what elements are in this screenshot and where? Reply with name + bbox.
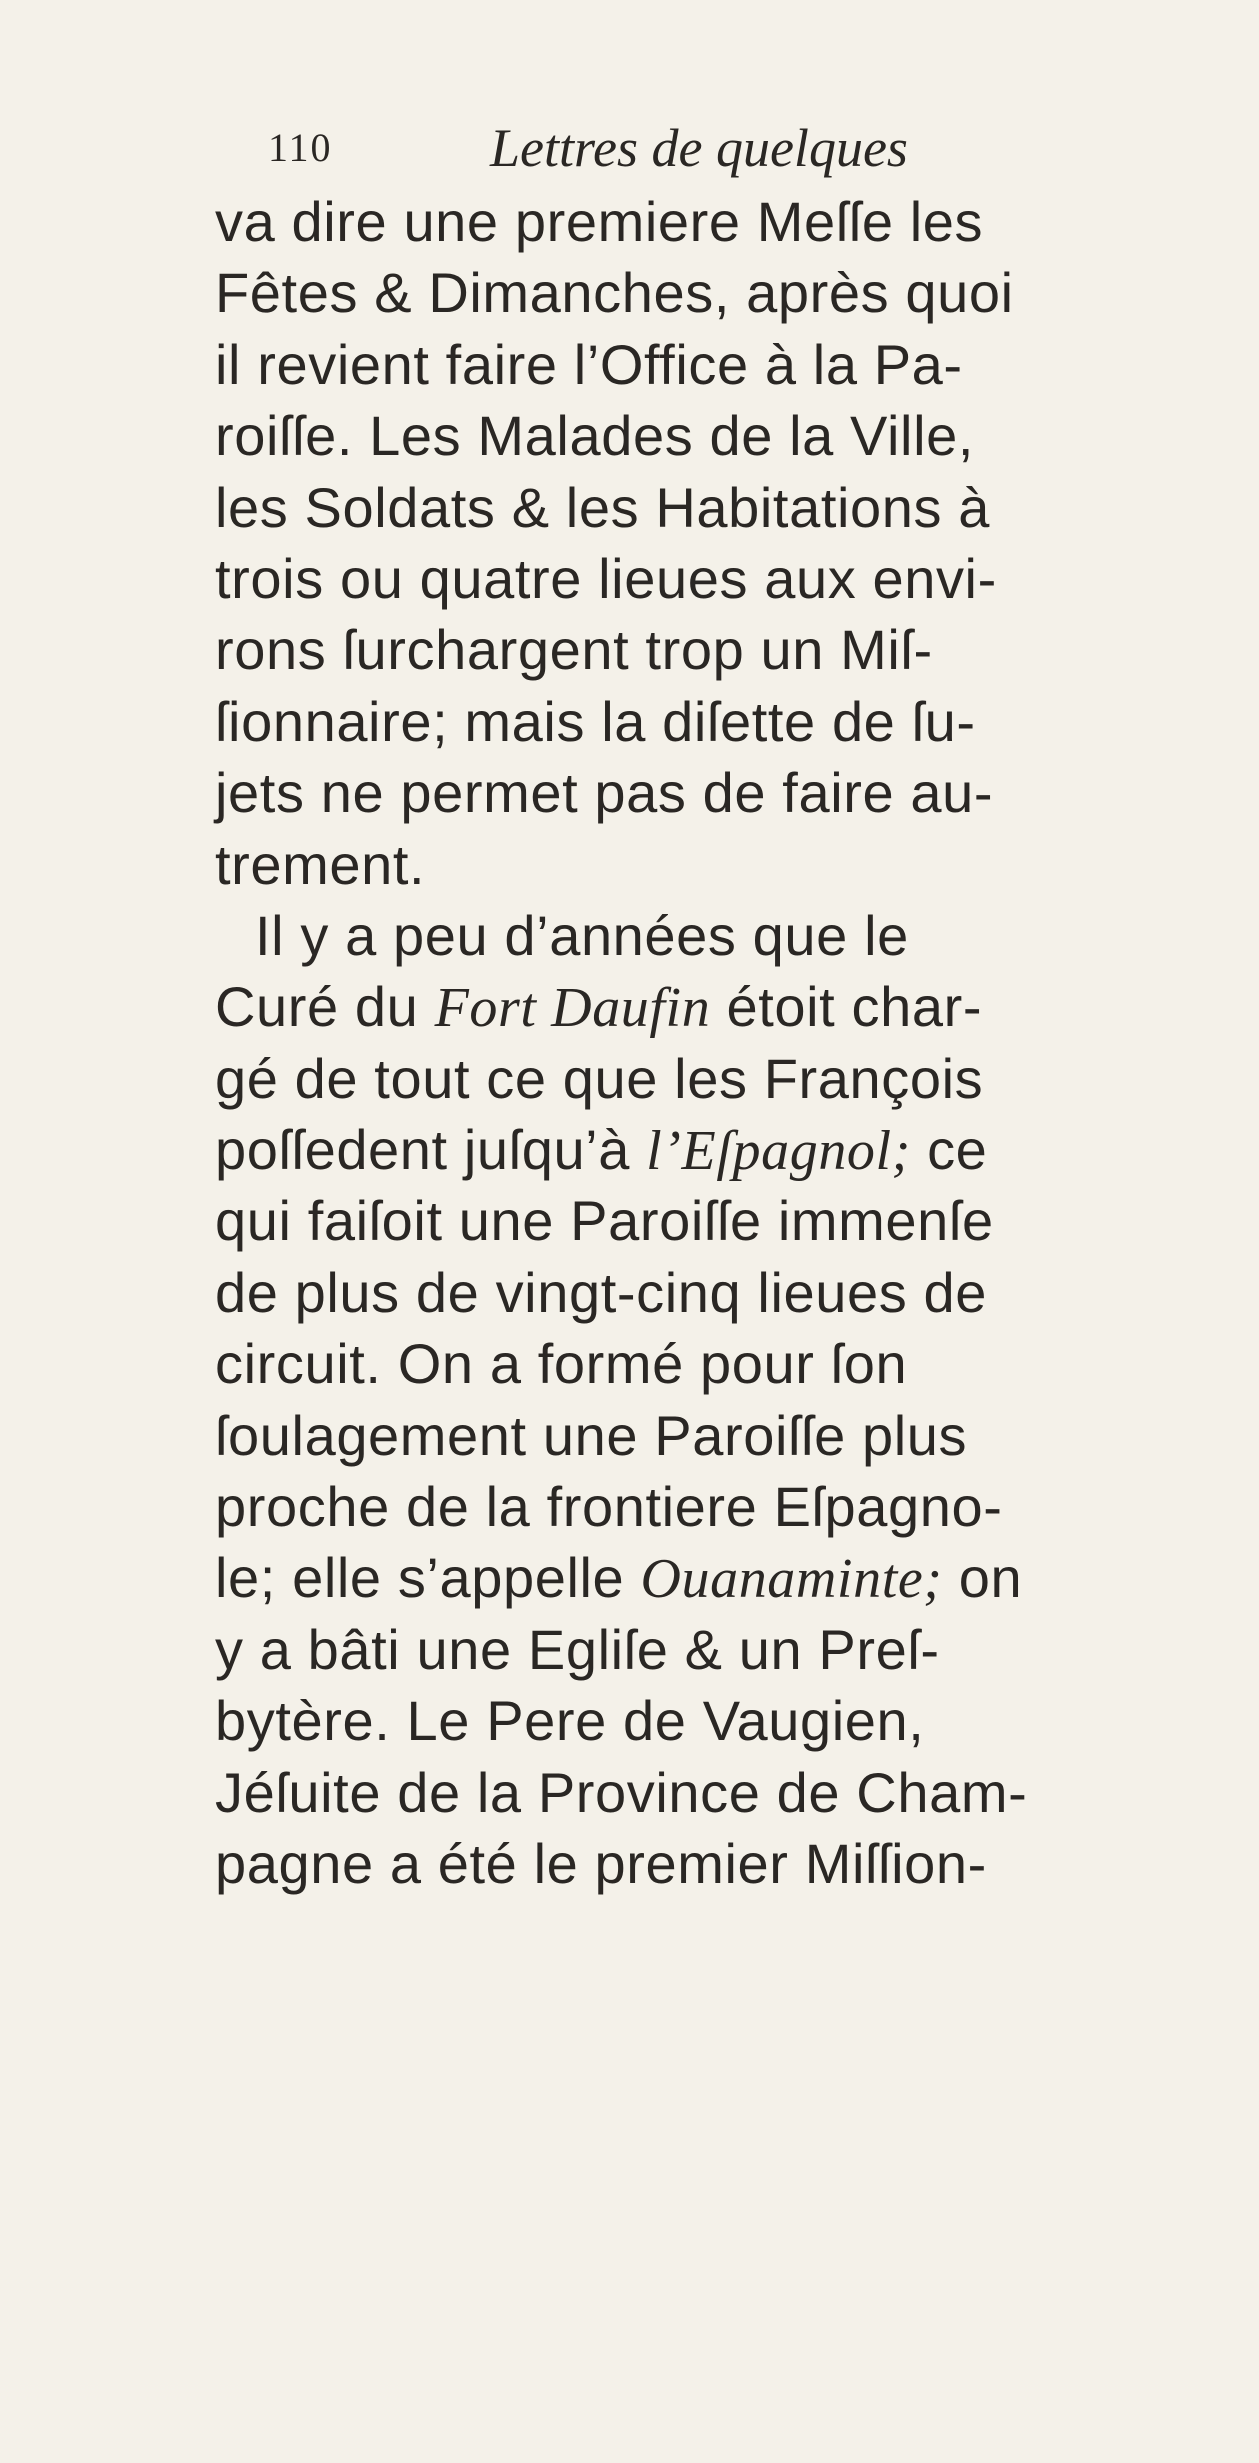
text-run: on [942, 1546, 1023, 1610]
page-header [268, 118, 1048, 178]
text-line: gé de tout ce que les François [215, 1046, 984, 1110]
text-line: de plus de vingt-cinq lieues de [215, 1260, 987, 1324]
page-number: 110 [268, 125, 333, 170]
text-line: rons ſurchargent trop un Miſ- [215, 618, 933, 682]
text-line: y a bâti une Egliſe & un Preſ- [215, 1617, 940, 1681]
text-line [215, 1542, 1225, 1613]
paragraph-start-line: Il y a peu d’années que le [255, 903, 909, 967]
italic-place-name: Ouanaminte; [640, 1548, 943, 1611]
text-line: va dire une premiere Meſſe les [215, 190, 984, 253]
text-run: étoit char- [710, 975, 983, 1039]
text-line: roiſſe. Les Malades de la Ville, [215, 404, 975, 468]
text-line: proche de la frontiere Eſpagno- [215, 1475, 1003, 1539]
text-line [215, 971, 1225, 1042]
text-line: pagne a été le premier Miſſion- [215, 1831, 987, 1895]
text-line: trois ou quatre lieues aux envi- [215, 546, 997, 610]
text-line: les Soldats & les Habitations à [215, 475, 991, 539]
text-line: Fêtes & Dimanches, après quoi [215, 261, 1014, 325]
text-line: jets ne permet pas de faire au- [215, 761, 994, 825]
text-line: ſionnaire; mais la diſette de ſu- [215, 689, 976, 753]
text-line: Jéſuite de la Province de Cham- [215, 1760, 1028, 1824]
text-run: ce [910, 1118, 988, 1182]
text-run: poſſedent juſqu’à [215, 1118, 647, 1182]
text-line: il revient faire l’Office à la Pa- [215, 332, 963, 396]
text-run: Curé du [215, 975, 435, 1039]
text-line: trement. [215, 832, 426, 896]
italic-place-name: Fort Daufin [434, 977, 711, 1040]
italic-place-name: l’Eſpagnol; [646, 1120, 911, 1183]
text-run: le; elle s’appelle [215, 1546, 641, 1610]
running-title: Lettres de quelques [490, 118, 908, 178]
text-line: circuit. On a formé pour ſon [215, 1332, 908, 1396]
text-line [215, 1114, 1225, 1185]
body-text [215, 186, 1225, 1899]
text-line: bytère. Le Pere de Vaugien, [215, 1689, 925, 1753]
text-line: qui faiſoit une Paroiſſe immenſe [215, 1189, 994, 1253]
text-line: ſoulagement une Paroiſſe plus [215, 1403, 968, 1467]
